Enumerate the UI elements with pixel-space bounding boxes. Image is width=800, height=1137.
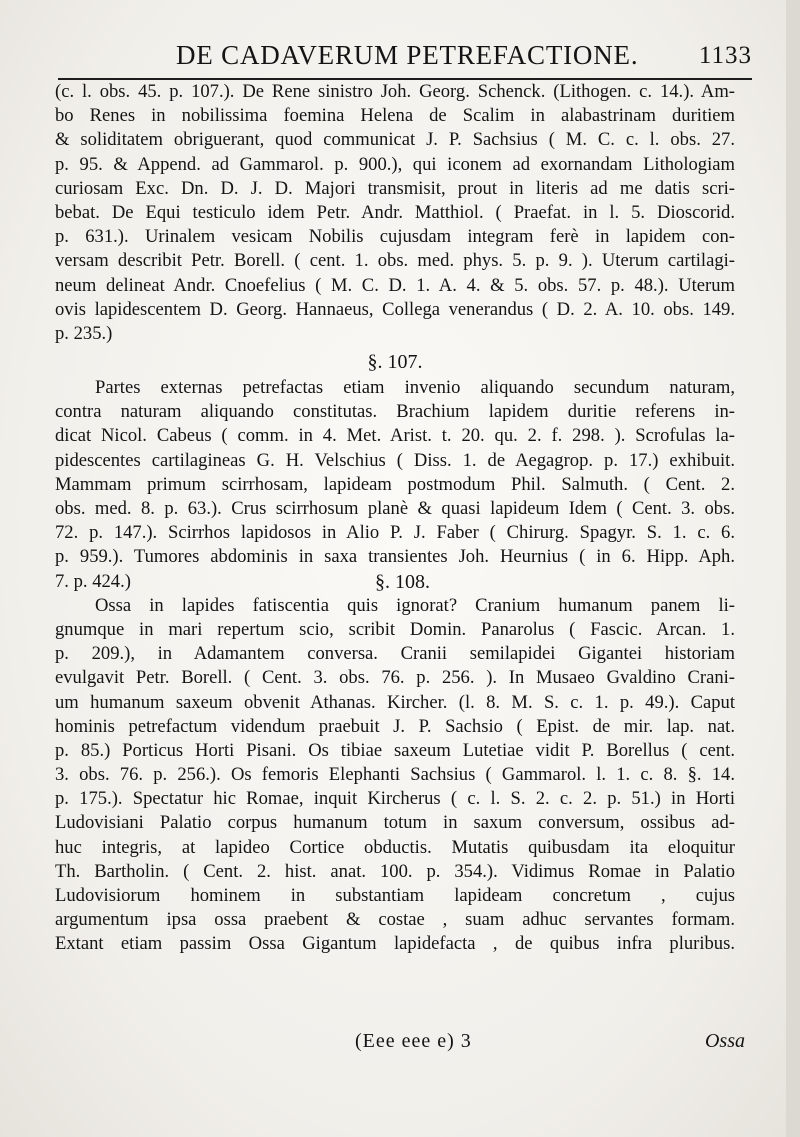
text-line: p. 631.). Urinalem vesicam Nobilis cujusdam integram ferè in lapidem con- bbox=[55, 226, 735, 248]
body-text bbox=[55, 80, 735, 957]
text-line: curiosam Exc. Dn. D. J. D. Majori transmisit, prout in literis ad me datis scri- bbox=[55, 177, 735, 199]
text-line: Ludovisiorum hominem in substantiam lapideam concretum , cujus bbox=[55, 885, 735, 906]
text-line: Extant etiam passim Ossa Gigantum lapidefacta , de quibus infra pluribus. bbox=[55, 933, 735, 955]
text-line: contra naturam aliquando constitutas. Brachium lapidem duritie referens in- bbox=[55, 401, 735, 423]
text-line: Ossa in lapides fatiscentia quis ignorat? Cranium humanum panem li- bbox=[95, 594, 735, 616]
text-line bbox=[55, 570, 735, 594]
text-line: obs. med. 8. p. 63.). Crus scirrhosum planè & quasi lapideum Idem ( Cent. 3. obs. bbox=[55, 498, 735, 519]
text-line: gnumque in mari repertum scio, scribit Domin. Panarolus ( Fascic. Arcan. 1. bbox=[55, 618, 735, 640]
page-header bbox=[58, 38, 752, 80]
signature-mark: (Eee eee e) 3 bbox=[355, 1030, 472, 1052]
text-line: Th. Bartholin. ( Cent. 2. hist. anat. 100. p. 354.). Vidimus Romae in Palatio bbox=[55, 860, 735, 882]
text-line: p. 95. & Append. ad Gammarol. p. 900.), qui iconem ad exornandam Lithologiam bbox=[55, 153, 735, 175]
text-line: bo Renes in nobilissima foemina Helena de Scalim in alabastrinam duritiem bbox=[55, 105, 735, 127]
text-line: Ludovisiani Palatio corpus humanum totum in saxum conversum, ossibus ad- bbox=[55, 812, 735, 834]
text-fragment: 7. p. 424.) bbox=[55, 570, 131, 592]
text-line: dicat Nicol. Cabeus ( comm. in 4. Met. Arist. t. 20. qu. 2. f. 298. ). Scrofulas la- bbox=[55, 425, 735, 447]
catchword: Ossa bbox=[704, 1030, 745, 1052]
text-line: (c. l. obs. 45. p. 107.). De Rene sinistro Joh. Georg. Schenck. (Lithogen. c. 14.). Am- bbox=[55, 81, 735, 102]
text-line: p. 235.) bbox=[55, 322, 113, 344]
page-number: 1133 bbox=[698, 42, 752, 69]
text-line: p. 209.), in Adamantem conversa. Cranii semilapidei Gigantei historiam bbox=[55, 643, 735, 665]
text-line: neum delineat Andr. Cnoefelius ( M. C. D. 1. A. 4. & 5. obs. 57. p. 48.). Uterum bbox=[55, 274, 735, 296]
text-line: hominis petrefactum videndum praebuit J. P. Sachsio ( Epist. de mir. lap. nat. bbox=[55, 715, 735, 737]
page-edge bbox=[786, 0, 800, 1137]
page-footer bbox=[55, 1030, 745, 1060]
text-line: pidescentes cartilagineas G. H. Velschius ( Diss. 1. de Aegagrop. p. 17.) exhibuit. bbox=[55, 449, 735, 471]
section-heading-108: §. 108. bbox=[375, 570, 430, 593]
running-title: DE CADAVERUM PETREFACTIONE. bbox=[176, 40, 639, 70]
text-line: p. 959.). Tumores abdominis in saxa transientes Joh. Heurnius ( in 6. Hipp. Aph. bbox=[55, 546, 735, 568]
text-line: evulgavit Petr. Borell. ( Cent. 3. obs. 76. p. 256. ). In Musaeo Gvaldino Crani- bbox=[55, 667, 735, 689]
text-line: bebat. De Equi testiculo idem Petr. Andr. Matthiol. ( Praefat. in l. 5. Dioscorid. bbox=[55, 201, 735, 223]
text-line: ovis lapidescentem D. Georg. Hannaeus, Collega venerandus ( D. 2. A. 10. obs. 149. bbox=[55, 298, 735, 320]
text-line: huc integris, at lapideo Cortice obductis. Mutatis quibusdam ita eloquitur bbox=[55, 836, 735, 858]
text-line: um humanum saxeum obvenit Athanas. Kircher. (l. 8. M. S. c. 1. p. 49.). Caput bbox=[55, 691, 735, 713]
text-line: 72. p. 147.). Scirrhos lapidosos in Alio P. J. Faber ( Chirurg. Spagyr. S. 1. c. 6. bbox=[55, 522, 735, 544]
text-line: & soliditatem obriguerant, quod communicat J. P. Sachsius ( M. C. c. l. obs. 27. bbox=[55, 129, 735, 151]
section-heading-107: §. 107. bbox=[367, 351, 423, 374]
text-line: versam describit Petr. Borell. ( cent. 1. obs. med. phys. 5. p. 9. ). Uterum cartilagi- bbox=[55, 250, 735, 272]
text-line: argumentum ipsa ossa praebent & costae , suam adhuc servantes formam. bbox=[55, 909, 735, 931]
text-line: p. 175.). Spectatur hic Romae, inquit Kircherus ( c. l. S. 2. c. 2. p. 51.) in Horti bbox=[55, 788, 735, 810]
text-line: Mammam primum scirrhosam, lapideam postmodum Phil. Salmuth. ( Cent. 2. bbox=[55, 473, 735, 495]
text-line: Partes externas petrefactas etiam invenio aliquando secundum naturam, bbox=[95, 377, 735, 399]
text-line: p. 85.) Porticus Horti Pisani. Os tibiae saxeum Lutetiae vidit P. Borellus ( cent. bbox=[55, 739, 735, 761]
text-line: 3. obs. 76. p. 256.). Os femoris Elephanti Sachsius ( Gammarol. l. 1. c. 8. §. 14. bbox=[55, 764, 735, 786]
